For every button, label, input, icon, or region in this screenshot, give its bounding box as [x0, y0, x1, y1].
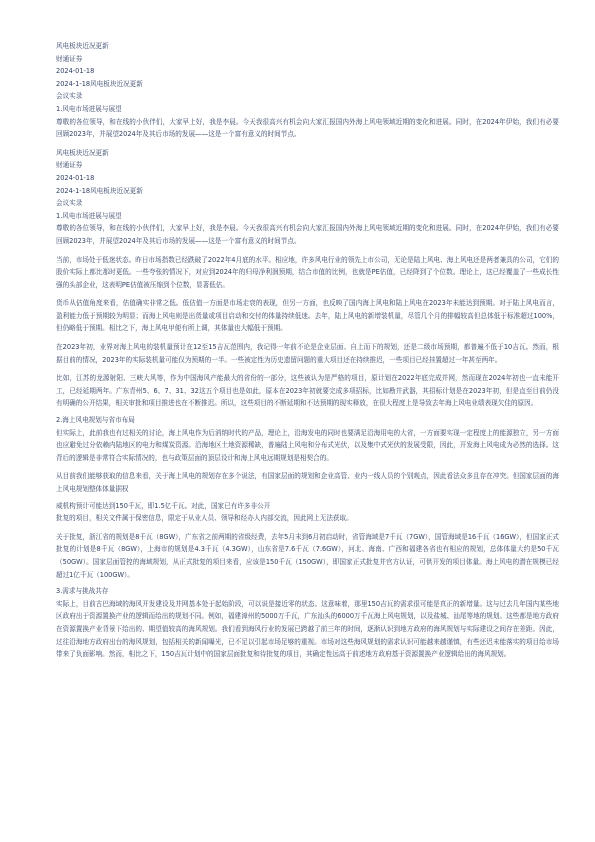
doc-heading: 风电板块近况更新 — [56, 42, 109, 50]
doc-title: 2024-1-18风电板块近况更新 — [56, 79, 143, 88]
body-paragraph: 但实际上，此前我也有过相关的讨论，海上风电作为后消纳时代的产品，理论上，沿海发电的同时也要满足沿海用电的大省，一方面要实现一定程度上的能源独立，另一方面也应避免过分依赖内陆地区的电力和煤炭资源。沿海地区土地资源稀缺，普遍陆上风电和分布式光伏，以及集中式光伏的发展受限，因此，开发海上风电成为必然的选择。这背后的逻辑是非常符合实际情况的，也与政策层面的顶层设计和海上风电远期规划是相契合的。 — [56, 428, 559, 462]
body-paragraph: 从目前我们能够获取的信息来看，关于海上风电的规划存在多个说法，有国家层面的规划和企业高管、业内一线人员的个别观点，因此看法众多且存在冲突。但国家层面的海上风电规划整体体量据权 — [56, 472, 559, 493]
section-heading: 1.风电市场进展与展望 — [56, 104, 122, 113]
section-heading: 3.需求与挑战共存 — [56, 587, 109, 596]
body-line: 威机构预计可能达到150千瓦，即1.5亿千瓦。对此，国家已有许多非公开 — [56, 501, 271, 510]
doc-title-repeat: 2024-1-18风电板块近况更新 — [56, 186, 143, 195]
body-line: 批复的项目，相关文件属于保密信息，限定于从业人员、领导和经办人内部交流，因此网上无法获取。 — [56, 514, 353, 523]
body-paragraph: 实际上，目前古巴海域的海风开发建设及并网基本处于起始阶段，可以说是接近零的状态。这意味着，那里150吉瓦的需求很可能是真正的新增量。这与过去几年国内某些地区政府出于资源置换产业的逻辑而给出的规划不同。例如，福建漳州的5000万千瓦，广东汕头的6000万千瓦海上风电规划，以及盐城、汕尾等地的规划。这些都是地方政府在资源置换产业背景下给出的、期望值较高的海风规划。我们看到海风行业的发展已跨越了前三年的时间，逐渐认识到地方政府的海风规划与实际建设之间存在差距。因此，过往沿海地方政府出台的海风规划，包括相关的新闻曝光，已不足以引起市场足够的重视。市场对这些海风规划的需求认识可能越来越谨慎，有些还迟未能落实的项目给市场带来了负面影响。然而，相比之下，150吉瓦计划中的国家层面批复和待批复的项目，其确定性远高于前述地方政府基于资源置换产业逻辑给出的海风规划。 — [56, 599, 559, 659]
section-heading-repeat: 1.风电市场进展与展望 — [56, 211, 122, 220]
body-paragraph: 当前，市场处于低迷状态。昨日市场指数已经跌破了2022年4月底的水平。相应地，许多风电行业的领先上市公司，无论是陆上风电、海上风电还是两者兼具的公司，它们的股价实际上都比那时更低。一些夸张的情况下，对应到2024年的归母净利润预期，结合市值的比例，也就是PE估值，已经降到了个位数。理论上，这已经覆盖了一些成长性强的头部企业，这表明PE估值被压缩到个位数，显著低估。 — [56, 255, 559, 289]
section-heading: 2.海上风电规划与省市布局 — [56, 416, 135, 425]
doc-type: 会议实录 — [56, 92, 83, 101]
doc-publisher: 财通证券 — [56, 54, 83, 63]
body-paragraph: 在2023年初，业界对海上风电的装机量预计在12至15吉瓦范围内，我记得一年前不论是企业层面、自上而下的规划，还是二级市场预期，都普遍不低于10吉瓦。然而，根据目前的情况，2023年的实际装机量可能仅为预期的一半。一些被定性为历史遗留问题的重大项目还在持续推迟，一些项目已经挂置超过一年甚至两年。 — [56, 343, 559, 364]
body-paragraph: 货币从估值角度来看，估值确实非常之低。低估值一方面是市场走衰的表现，但另一方面，也反映了国内海上风电和陆上风电在2023年未能达到预期。对于陆上风电而言，盈利能力低于预期较为明显；而海上风电则是出货量或项目启动和交付的体量持续低迷。去年，陆上风电的新增装机量，尽管几个月的排幅较高但总体低于标准超过100%，但仍略低于预期。相比之下，海上风电甲便有所上调，其体量也大幅低于预期。 — [56, 299, 559, 333]
doc-publisher-repeat: 财通证券 — [56, 161, 83, 170]
body-paragraph: 关于批复，浙江省的规划是8千瓦（8GW），广东省之前两期的省级经费，去年5月末到6月初启动时，省管海域是7千瓦（7GW），国管海域是16千瓦（16GW），但国家正式批复的计划是8千瓦（8GW），上海市的规划是4.3千瓦（4.3GW），山东省是7.6千瓦（7.6GW），河北、海南、广西和福建各省也有相应的规划，总体体量大约是50千瓦（50GW）。国家层面管控的海域规划，从正式批复的项目来看，应该是150千瓦（150GW），即国家正式批复并官方认证，可供开发的项目体量。海上风电的潜在规模已经超过1亿千瓦（100GW）。 — [56, 532, 559, 579]
body-paragraph: 比如，江苏的龙源射阳、三峡大风等，作为中国海风产能最大的省份的一部分，这些被认为是严格的项目，原计划在2022年底完成并网，然而现在2024年初也一直未能开工，已经延期两年。广东青州5、6、7、31、32这五个项目也是如此，原本在2023年初就要完成多项招标，比如勘井武器，其招标计划是在2023年初，但是直至目前仍没有明确的公开结果，相关审批和项目推进也在不断推迟。所以，这些项目的不断延期和不达预期的现实释放，在很大程度上是导致去年海上风电业绩表现欠佳的原因。 — [56, 374, 559, 408]
intro-paragraph: 尊敬的各位领导，和在线的小伙伴们，大家早上好，我是李晨。今天我很高兴有机会向大家汇报国内外海上风电领域近期的变化和进展。同时，在2024年伊始，我们有必要回顾2023年，并展望2024年及其后市场的发展——这是一个富有意义的时间节点。 — [56, 117, 559, 139]
doc-date: 2024-01-18 — [56, 67, 95, 76]
doc-type-repeat: 会议实录 — [56, 199, 83, 208]
doc-heading-repeat: 风电板块近况更新 — [56, 148, 109, 157]
doc-date-repeat: 2024-01-18 — [56, 173, 95, 182]
intro-paragraph-repeat: 尊敬的各位领导，和在线的小伙伴们，大家早上好，我是李晨。今天我很高兴有机会向大家汇报国内外海上风电领域近期的变化和进展。同时，在2024年伊始，我们有必要回顾2023年，并展望2024年及其后市场的发展——这是一个富有意义的时间节点。 — [56, 224, 559, 245]
